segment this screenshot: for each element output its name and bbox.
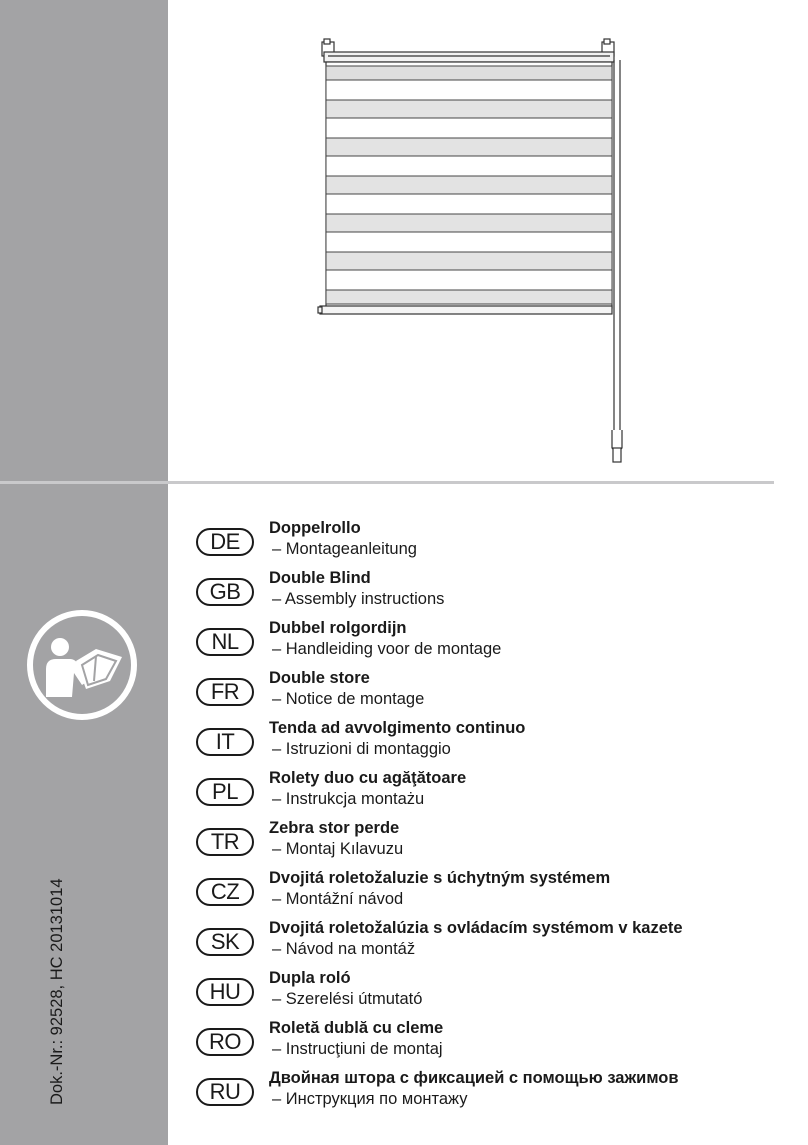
language-code-badge: IT: [196, 728, 254, 756]
product-title: Dvojitá roletožalúzia s ovládacím systémom v kazete: [269, 919, 683, 937]
language-code-badge: HU: [196, 978, 254, 1006]
language-code-badge: PL: [196, 778, 254, 806]
document-subtitle: – Инструкция по монтажу: [272, 1090, 468, 1108]
product-title: Dvojitá roletožaluzie s úchytným systémem: [269, 869, 611, 887]
read-manual-icon: [26, 609, 138, 721]
horizontal-divider: [0, 481, 774, 484]
language-code-badge: RU: [196, 1078, 254, 1106]
product-title: Rolety duo cu agăţătoare: [269, 769, 467, 787]
double-blind-illustration: [300, 30, 640, 470]
list-item: [196, 619, 756, 665]
product-title: Double Blind: [269, 569, 371, 587]
list-item: [196, 969, 756, 1015]
document-subtitle: – Montaj Kılavuzu: [272, 840, 404, 858]
list-item: [196, 719, 756, 765]
document-subtitle: – Montážní návod: [272, 890, 404, 908]
left-sidebar-band: [0, 0, 168, 1145]
language-code-badge: CZ: [196, 878, 254, 906]
language-code-badge: DE: [196, 528, 254, 556]
language-code-badge: SK: [196, 928, 254, 956]
list-item: [196, 869, 756, 915]
product-title: Dupla roló: [269, 969, 351, 987]
list-item: [196, 1019, 756, 1065]
product-title: Dubbel rolgordijn: [269, 619, 407, 637]
document-number: Dok.-Nr.: 92528, HC 20131014: [48, 878, 66, 1105]
list-item: [196, 669, 756, 715]
document-subtitle: – Návod na montáž: [272, 940, 416, 958]
list-item: [196, 569, 756, 615]
document-subtitle: – Handleiding voor de montage: [272, 640, 502, 658]
product-title: Tenda ad avvolgimento continuo: [269, 719, 526, 737]
list-item: [196, 819, 756, 865]
product-title: Roletă dublă cu cleme: [269, 1019, 444, 1037]
document-subtitle: – Instrukcja montażu: [272, 790, 425, 808]
language-code-badge: RO: [196, 1028, 254, 1056]
product-title: Двойная штора с фиксацией с помощью зажимов: [269, 1069, 679, 1087]
product-title: Double store: [269, 669, 370, 687]
list-item: [196, 519, 756, 565]
list-item: [196, 1069, 756, 1115]
document-subtitle: – Notice de montage: [272, 690, 425, 708]
product-title: Zebra stor perde: [269, 819, 400, 837]
document-subtitle: – Assembly instructions: [272, 590, 445, 608]
list-item: [196, 769, 756, 815]
document-subtitle: – Montageanleitung: [272, 540, 417, 558]
document-subtitle: – Szerelési útmutató: [272, 990, 423, 1008]
language-code-badge: NL: [196, 628, 254, 656]
document-subtitle: – Istruzioni di montaggio: [272, 740, 451, 758]
language-code-badge: TR: [196, 828, 254, 856]
product-title: Doppelrollo: [269, 519, 361, 537]
language-code-badge: FR: [196, 678, 254, 706]
list-item: [196, 919, 756, 965]
language-code-badge: GB: [196, 578, 254, 606]
document-subtitle: – Instrucţiuni de montaj: [272, 1040, 443, 1058]
